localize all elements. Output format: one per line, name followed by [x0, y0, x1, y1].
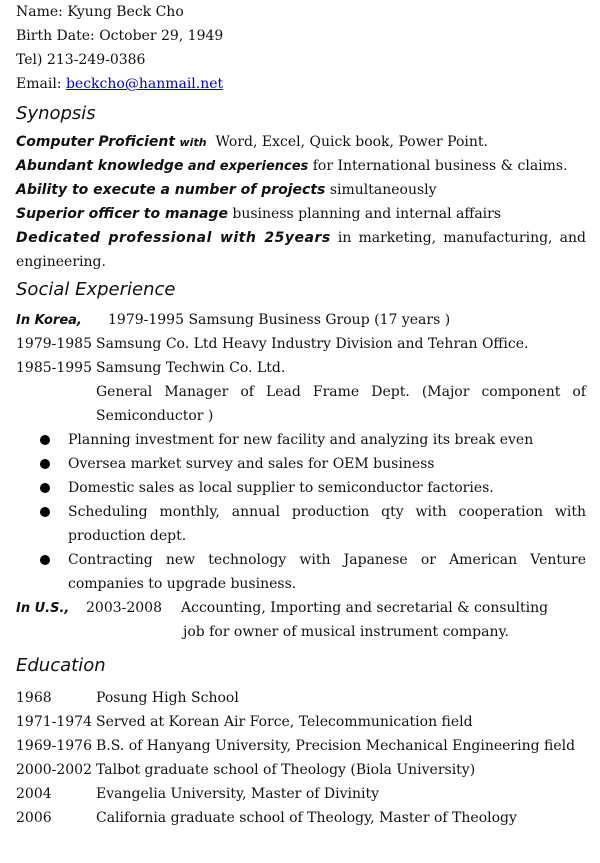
- education-year: 1968: [16, 690, 52, 706]
- synopsis-line-3-bold: Ability to execute a number of projects: [16, 182, 326, 198]
- synopsis-line-2-small: and experiences: [187, 159, 309, 174]
- synopsis-line-5: [16, 226, 586, 274]
- education-year: 1971-1974: [16, 714, 92, 730]
- social-experience-heading: Social Experience: [16, 279, 176, 300]
- bullet-icon: [40, 555, 50, 565]
- education-text: Talbot graduate school of Theology (Biola University): [96, 762, 476, 778]
- experience-row-2: [16, 356, 586, 380]
- korea-label: In Korea,: [16, 313, 82, 328]
- experience-row-2-text: Samsung Techwin Co. Ltd.: [96, 360, 286, 376]
- duty-text: Scheduling monthly, annual production qty with cooperation with production dept.: [68, 504, 586, 544]
- duty-text: Domestic sales as local supplier to semiconductor factories.: [68, 480, 494, 496]
- education-row: [16, 758, 586, 782]
- bullet-icon: [40, 507, 50, 517]
- synopsis-line-4-rest: business planning and internal affairs: [227, 206, 502, 222]
- duty-item: [16, 500, 586, 548]
- name-line: Name: Kyung Beck Cho: [16, 4, 184, 20]
- synopsis-line-5-bold: Dedicated professional with 25years: [16, 230, 331, 246]
- us-line-2: job for owner of musical instrument company.: [183, 624, 509, 640]
- education-year: 2004: [16, 786, 52, 802]
- synopsis-line-4: [16, 202, 586, 226]
- duties-list: [16, 428, 586, 596]
- synopsis-line-3-rest: simultaneously: [325, 182, 437, 198]
- experience-row-2-period: 1985-1995: [16, 360, 92, 376]
- duty-item: [16, 548, 586, 596]
- bullet-icon: [40, 459, 50, 469]
- synopsis-line-5-rest: in marketing, manufacturing, and engineering.: [16, 230, 586, 270]
- korea-line: [16, 308, 586, 332]
- synopsis-line-3: [16, 178, 586, 202]
- position-description: General Manager of Lead Frame Dept. (Major component of Semiconductor ): [96, 384, 586, 424]
- education-text: California graduate school of Theology, Master of Theology: [96, 810, 517, 826]
- email-line: [16, 72, 586, 96]
- synopsis-line-2-bold: Abundant knowledge: [16, 158, 184, 174]
- education-text: Served at Korean Air Force, Telecommunication field: [96, 714, 473, 730]
- email-label: Email:: [16, 76, 66, 92]
- duty-item: [16, 452, 586, 476]
- duty-text: Contracting new technology with Japanese or American Venture companies to upgrade business.: [68, 552, 586, 592]
- education-year: 2006: [16, 810, 52, 826]
- duty-item: [16, 476, 586, 500]
- education-text: Posung High School: [96, 690, 239, 706]
- experience-row-1-text: Samsung Co. Ltd Heavy Industry Division and Tehran Office.: [96, 336, 529, 352]
- us-text-1: Accounting, Importing and secretarial & consulting: [181, 600, 549, 616]
- education-row: [16, 806, 586, 830]
- bullet-icon: [40, 435, 50, 445]
- education-row: [16, 686, 586, 710]
- synopsis-heading: Synopsis: [16, 103, 96, 124]
- us-line: [16, 596, 586, 620]
- education-heading: Education: [16, 655, 106, 676]
- us-period: 2003-2008: [86, 600, 162, 616]
- synopsis-line-2-rest: for International business & claims.: [308, 158, 568, 174]
- duty-text: Planning investment for new facility and analyzing its break even: [68, 432, 534, 448]
- synopsis-line-2: [16, 154, 586, 178]
- experience-row-1: [16, 332, 586, 356]
- education-year: 1969-1976: [16, 738, 92, 754]
- korea-period: 1979-1995 Samsung Business Group (17 years ): [108, 312, 451, 328]
- education-text: Evangelia University, Master of Divinity: [96, 786, 380, 802]
- resume-page: [16, 0, 586, 830]
- experience-row-1-period: 1979-1985: [16, 336, 92, 352]
- education-row: [16, 710, 586, 734]
- us-label: In U.S.,: [16, 601, 70, 616]
- email-link[interactable]: beckcho@hanmail.net: [65, 76, 224, 92]
- synopsis-line-1: [16, 130, 586, 154]
- synopsis-line-1-small: with: [179, 136, 207, 149]
- tel-line: Tel) 213-249-0386: [16, 52, 146, 68]
- education-text: B.S. of Hanyang University, Precision Mechanical Engineering field: [96, 738, 576, 754]
- bullet-icon: [40, 483, 50, 493]
- synopsis-line-1-bold: Computer Proficient: [16, 134, 176, 150]
- synopsis-line-4-bold: Superior officer to manage: [16, 206, 228, 222]
- education-row: [16, 782, 586, 806]
- birth-date-line: Birth Date: October 29, 1949: [16, 28, 224, 44]
- education-year: 2000-2002: [16, 762, 92, 778]
- education-row: [16, 734, 586, 758]
- synopsis-line-1-rest: Word, Excel, Quick book, Power Point.: [206, 134, 488, 150]
- duty-text: Oversea market survey and sales for OEM business: [68, 456, 435, 472]
- duty-item: [16, 428, 586, 452]
